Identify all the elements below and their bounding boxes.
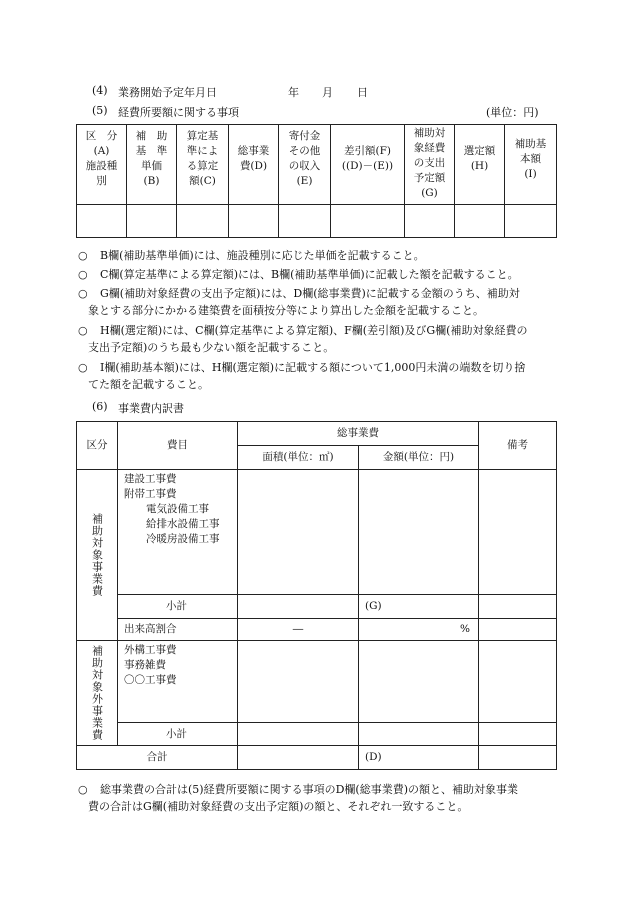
item4-number: (4): [92, 84, 108, 97]
item-electrical: 電気設備工事: [146, 503, 209, 515]
cost-table: [76, 124, 557, 238]
item4-label: 業務開始予定年月日: [118, 86, 217, 99]
cell-empty: [279, 205, 331, 238]
progress-label: 出来高割合: [118, 619, 238, 641]
progress-dash: ―: [238, 619, 359, 641]
header-subsidy-expense: 補助対 象経費 の支出 予定額 (G): [405, 125, 455, 205]
cell-empty: [359, 723, 479, 746]
header-total-business-cost: 総事業費: [238, 422, 479, 446]
item-exterior: 外構工事費: [124, 644, 177, 656]
item5-number: (5): [92, 104, 108, 117]
cost-table-header-row: [77, 125, 557, 205]
note-b-column: ○ B欄(補助基準単価)には、施設種別に応じた単価を記載すること。: [78, 249, 425, 262]
cell-empty: [238, 641, 359, 723]
cell-empty: [479, 470, 557, 595]
header-difference: 差引額(F) ((D)－(E)): [331, 125, 405, 205]
note-g-column: ○ G欄(補助対象経費の支出予定額)には、D欄(総事業費)に記載する金額のうち、補助対 象とする部分にかかる建築費を面積按分等により算出した金額を記載すること。: [78, 287, 520, 317]
item-office: 事務雑費: [124, 659, 166, 671]
non-subsidy-items-list: [118, 641, 238, 723]
cell-empty: [455, 205, 505, 238]
item-hvac: 冷暖房設備工事: [146, 533, 220, 545]
header-donation-income: 寄付金 その他 の収入 (E): [279, 125, 331, 205]
item4-month: 月: [322, 86, 333, 99]
cell-empty: [479, 619, 557, 641]
note-i-column: ○ I欄(補助基本額)には、H欄(選定額)に記載する額について1,000円未満の端数を切り捨 てた額を記載すること。: [78, 361, 526, 391]
cell-empty: [479, 723, 557, 746]
cell-empty: [505, 205, 557, 238]
cell-empty: [238, 746, 359, 770]
item-plumbing: 給排水設備工事: [146, 518, 220, 530]
subtotal-label-1: 小計: [118, 595, 238, 619]
cell-empty: [479, 595, 557, 619]
item6-label: 事業費内訳書: [118, 402, 184, 415]
header-calculated-amount: 算定基 準によ る算定 額(C): [177, 125, 229, 205]
cell-empty: [77, 205, 127, 238]
item6-number: (6): [92, 400, 108, 413]
note-c-column: ○ C欄(算定基準による算定額)には、B欄(補助基準単価)に記載した額を記載すること。: [78, 268, 519, 281]
total-label: 合計: [77, 746, 238, 770]
subtotal-label-2: 小計: [118, 723, 238, 746]
header-base-unit-price: 補 助 基 準 単価 (B): [127, 125, 177, 205]
header-selected-amount: 選定額 (H): [455, 125, 505, 205]
item-ancillary: 附帯工事費: [124, 488, 177, 500]
item4-year: 年: [288, 86, 299, 99]
cell-empty: [229, 205, 279, 238]
group-subsidy-target: 補助対象事業費: [77, 470, 118, 641]
cell-empty: [479, 746, 557, 770]
cell-empty: [359, 470, 479, 595]
cell-empty: [177, 205, 229, 238]
cell-empty: [331, 205, 405, 238]
header-amount: 金額(単位：円): [359, 446, 479, 470]
progress-percent: %: [359, 619, 479, 641]
cell-empty: [238, 595, 359, 619]
subsidy-items-list: [118, 470, 238, 595]
cell-empty: [238, 723, 359, 746]
header-kubun: 区 分 (A) 施設種 別: [77, 125, 127, 205]
subtotal-row-2: [77, 723, 557, 746]
subsidy-items-row: [77, 470, 557, 595]
cell-empty: [479, 641, 557, 723]
subtotal-row-1: [77, 595, 557, 619]
header-total-cost: 総事業 費(D): [229, 125, 279, 205]
total-row: [77, 746, 557, 770]
item5-unit: (単位：円): [486, 106, 539, 119]
header-area: 面積(単位：㎡): [238, 446, 359, 470]
d-mark: (D): [359, 746, 479, 770]
header-himoku: 費目: [118, 422, 238, 470]
item-construction: 建設工事費: [124, 473, 177, 485]
cell-empty: [238, 470, 359, 595]
note-final: ○ 総事業費の合計は(5)経費所要額に関する事項のD欄(総事業費)の額と、補助対象事業 費の合計はG欄(補助対象経費の支出予定額)の額と、それぞれ一致すること。: [78, 783, 518, 813]
header-remarks: 備考: [479, 422, 557, 470]
cost-table-data-row: [77, 205, 557, 238]
header-basic-subsidy: 補助基 本額 (I): [505, 125, 557, 205]
item4-day: 日: [357, 86, 368, 99]
note-h-column: ○ H欄(選定額)には、C欄(算定基準による算定額)、F欄(差引額)及びG欄(補助対象経費の 支出予定額)のうち最も少ない額を記載すること。: [78, 324, 528, 354]
progress-row: [77, 619, 557, 641]
cell-empty: [405, 205, 455, 238]
header-kubun2: 区分: [77, 422, 118, 470]
group-non-subsidy: 補助対象外事業費: [77, 641, 118, 746]
cell-empty: [359, 641, 479, 723]
item5-label: 経費所要額に関する事項: [118, 106, 239, 119]
breakdown-header-row1: [77, 422, 557, 446]
cell-empty: [127, 205, 177, 238]
breakdown-table: [76, 421, 557, 770]
non-subsidy-items-row: [77, 641, 557, 723]
g-mark: (G): [359, 595, 479, 619]
item-other: 〇〇工事費: [124, 674, 177, 686]
